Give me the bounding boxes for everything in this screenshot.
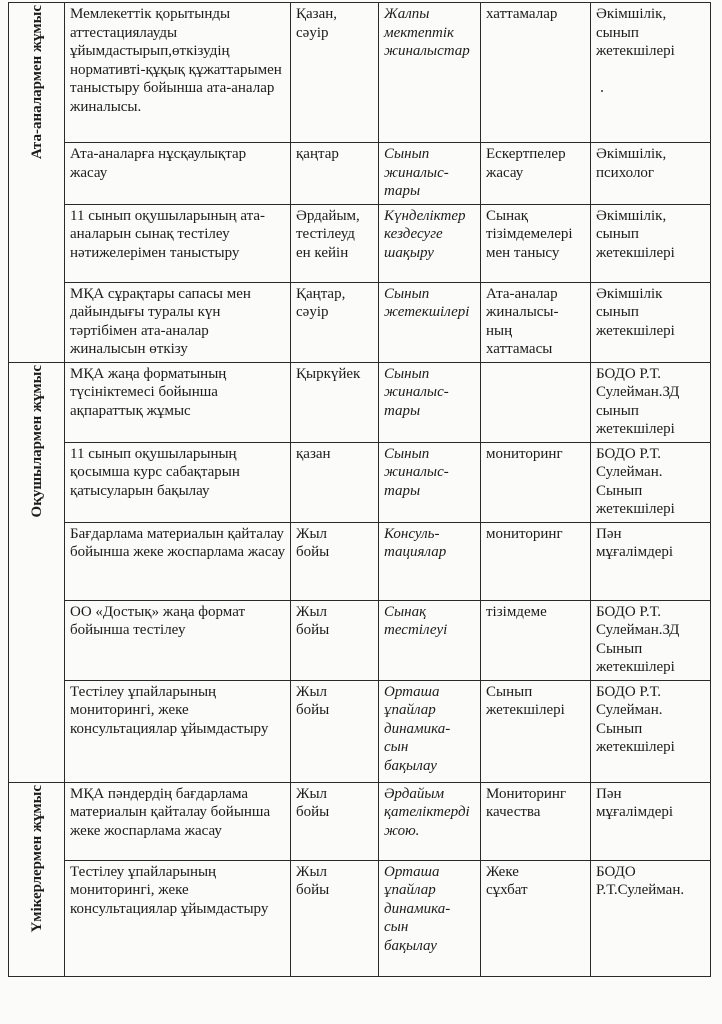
term-cell (291, 282, 379, 362)
output-text: Ескертпелер жасау (486, 146, 566, 181)
output-cell (481, 680, 591, 782)
table-row (9, 143, 711, 205)
term-cell (291, 362, 379, 442)
term-text: қаңтар (296, 146, 339, 162)
output-text: Сынақ тізімдемелері мен танысу (486, 207, 573, 261)
form-cell (379, 600, 481, 680)
form-cell (379, 522, 481, 600)
form-cell (379, 442, 481, 522)
responsible-cell (591, 680, 711, 782)
activity-text: Ата-аналарға нұсқаулықтар жасау (70, 146, 247, 181)
activity-text: Тестілеу ұпайларының мониторингі, жеке консультациялар ұйымдастыру (70, 683, 269, 737)
activity-cell (65, 3, 291, 143)
form-text: Сынақ тестілеуі (384, 603, 448, 638)
responsible-text: БОДО Р.Т. Сулейман.ЗД сынып жетекшілері (596, 365, 680, 437)
output-text: Ата-аналар жиналысы- ның хаттамасы (486, 285, 559, 357)
section-label: Үмікерлермен жұмыс (28, 784, 45, 933)
responsible-cell (591, 204, 711, 282)
output-text: Сынып жетекшілері (486, 683, 565, 718)
section-label-cell (9, 3, 65, 363)
activity-cell (65, 362, 291, 442)
form-cell (379, 282, 481, 362)
form-cell (379, 680, 481, 782)
activity-text: Мемлекеттік қорытынды аттестациялауды ұйымдастырып,өткізудің нормативті-құқық құжаттарымен таныстыру бойынша ата-аналар жиналысы. (70, 6, 282, 115)
activity-text: ОО «Достық» жаңа формат бойынша тестілеу (70, 603, 246, 638)
table-row (9, 600, 711, 680)
activity-text: Тестілеу ұпайларының мониторингі, жеке консультациялар ұйымдастыру (70, 863, 269, 917)
term-cell (291, 860, 379, 976)
term-text: Жыл бойы (296, 785, 330, 820)
term-cell (291, 3, 379, 143)
form-cell (379, 3, 481, 143)
responsible-text: Әкімшілік, сынып жетекшілері (596, 6, 675, 59)
activity-text: Бағдарлама материалын қайталау бойынша жеке жоспарлама жасау (70, 525, 286, 560)
activity-cell (65, 442, 291, 522)
output-text: Мониторинг качества (486, 785, 567, 820)
table-row (9, 442, 711, 522)
responsible-text: БОДО Р.Т. Сулейман. Сынып жетекшілері (596, 445, 675, 517)
responsible-cell (591, 522, 711, 600)
output-text: тізімдеме (486, 603, 547, 620)
output-text: Жеке сұхбат (486, 863, 528, 898)
term-text: қазан (296, 445, 331, 462)
output-cell (481, 362, 591, 442)
form-text: Орташа ұпайлар динамика- сын бақылау (384, 683, 451, 774)
form-cell (379, 362, 481, 442)
section-label: Ата-аналармен жұмыс (28, 5, 45, 160)
form-text: Күнделіктер кездесуге шақыру (384, 207, 466, 261)
form-cell (379, 782, 481, 860)
responsible-text: БОДО Р.Т. Сулейман.ЗД Сынып жетекшілері (596, 603, 680, 675)
responsible-text: Пән мұғалімдері (596, 525, 674, 560)
table-row (9, 680, 711, 782)
table-row (9, 782, 711, 860)
responsible-text: БОДО Р.Т. Сулейман. Сынып жетекшілері (596, 683, 675, 755)
work-plan-table (8, 2, 711, 977)
form-cell (379, 204, 481, 282)
term-text: Қаңтар, сәуір (296, 285, 346, 320)
output-text: хаттамалар (486, 6, 558, 22)
term-cell (291, 680, 379, 782)
responsible-cell (591, 3, 711, 143)
form-cell (379, 860, 481, 976)
output-text: мониторинг (486, 525, 563, 542)
form-text: Орташа ұпайлар динамика- сын бақылау (384, 863, 451, 954)
activity-text: МҚА сұрақтары сапасы мен дайындығы туралы күн тәртібімен ата-аналар жиналысын өткізу (70, 285, 251, 357)
term-cell (291, 600, 379, 680)
responsible-text: Әкімшілік, психолог (596, 146, 667, 181)
term-cell (291, 442, 379, 522)
section-label: Оқушылармен жұмыс (28, 364, 45, 517)
term-text: Жыл бойы (296, 683, 330, 718)
form-text: Сынып жиналыс- тары (384, 146, 449, 199)
responsible-cell (591, 362, 711, 442)
section-label-cell (9, 362, 65, 782)
responsible-text: Әкімшілік, сынып жетекшілері (596, 207, 675, 261)
table-row (9, 522, 711, 600)
term-text: Жыл бойы (296, 603, 330, 638)
output-cell (481, 204, 591, 282)
term-text: Қазан, сәуір (296, 6, 338, 41)
output-cell (481, 282, 591, 362)
activity-text: 11 сынып оқушыларының ата-аналарын сынақ тестілеу нәтижелерімен таныстыру (70, 207, 265, 261)
activity-cell (65, 600, 291, 680)
responsible-cell (591, 143, 711, 205)
responsible-cell (591, 860, 711, 976)
form-text: Әрдайым қателіктерді жою. (384, 785, 470, 839)
term-cell (291, 522, 379, 600)
stray-mark (601, 90, 603, 92)
output-cell (481, 860, 591, 976)
responsible-cell (591, 282, 711, 362)
form-text: Жалпы мектептік жиналыстар (384, 6, 470, 59)
table-row (9, 204, 711, 282)
activity-text: МҚА жаңа форматының түсініктемесі бойынша ақпараттық жұмыс (70, 365, 227, 419)
output-cell (481, 442, 591, 522)
output-cell (481, 600, 591, 680)
responsible-text: БОДО Р.Т.Сулейман. (596, 863, 685, 898)
activity-cell (65, 204, 291, 282)
table-row (9, 3, 711, 143)
activity-cell (65, 680, 291, 782)
output-cell (481, 782, 591, 860)
form-text: Сынып жиналыс- тары (384, 445, 449, 499)
responsible-text: Әкімшілік сынып жетекшілері (596, 285, 675, 339)
term-text: Әрдайым, тестілеуд ен кейін (296, 207, 360, 261)
term-text: Жыл бойы (296, 525, 330, 560)
activity-cell (65, 143, 291, 205)
term-text: Қыркүйек (296, 365, 361, 382)
table-row (9, 362, 711, 442)
term-cell (291, 782, 379, 860)
table-row (9, 860, 711, 976)
activity-cell (65, 282, 291, 362)
responsible-cell (591, 782, 711, 860)
output-cell (481, 522, 591, 600)
responsible-text: Пән мұғалімдері (596, 785, 674, 820)
responsible-cell (591, 600, 711, 680)
table-body (9, 3, 711, 977)
form-cell (379, 143, 481, 205)
term-text: Жыл бойы (296, 863, 330, 898)
activity-text: МҚА пәндердің бағдарлама материалын қайталау бойынша жеке жоспарлама жасау (70, 785, 271, 839)
activity-cell (65, 860, 291, 976)
activity-cell (65, 782, 291, 860)
output-cell (481, 3, 591, 143)
form-text: Сынып жетекшілері (384, 285, 470, 320)
table-row (9, 282, 711, 362)
term-cell (291, 143, 379, 205)
form-text: Сынып жиналыс- тары (384, 365, 449, 419)
term-cell (291, 204, 379, 282)
output-cell (481, 143, 591, 205)
form-text: Консуль- тациялар (384, 525, 447, 560)
activity-text: 11 сынып оқушыларының қосымша курс сабақтарын қатысуларын бақылау (70, 445, 240, 499)
activity-cell (65, 522, 291, 600)
responsible-cell (591, 442, 711, 522)
section-label-cell (9, 782, 65, 976)
output-text: мониторинг (486, 445, 563, 462)
